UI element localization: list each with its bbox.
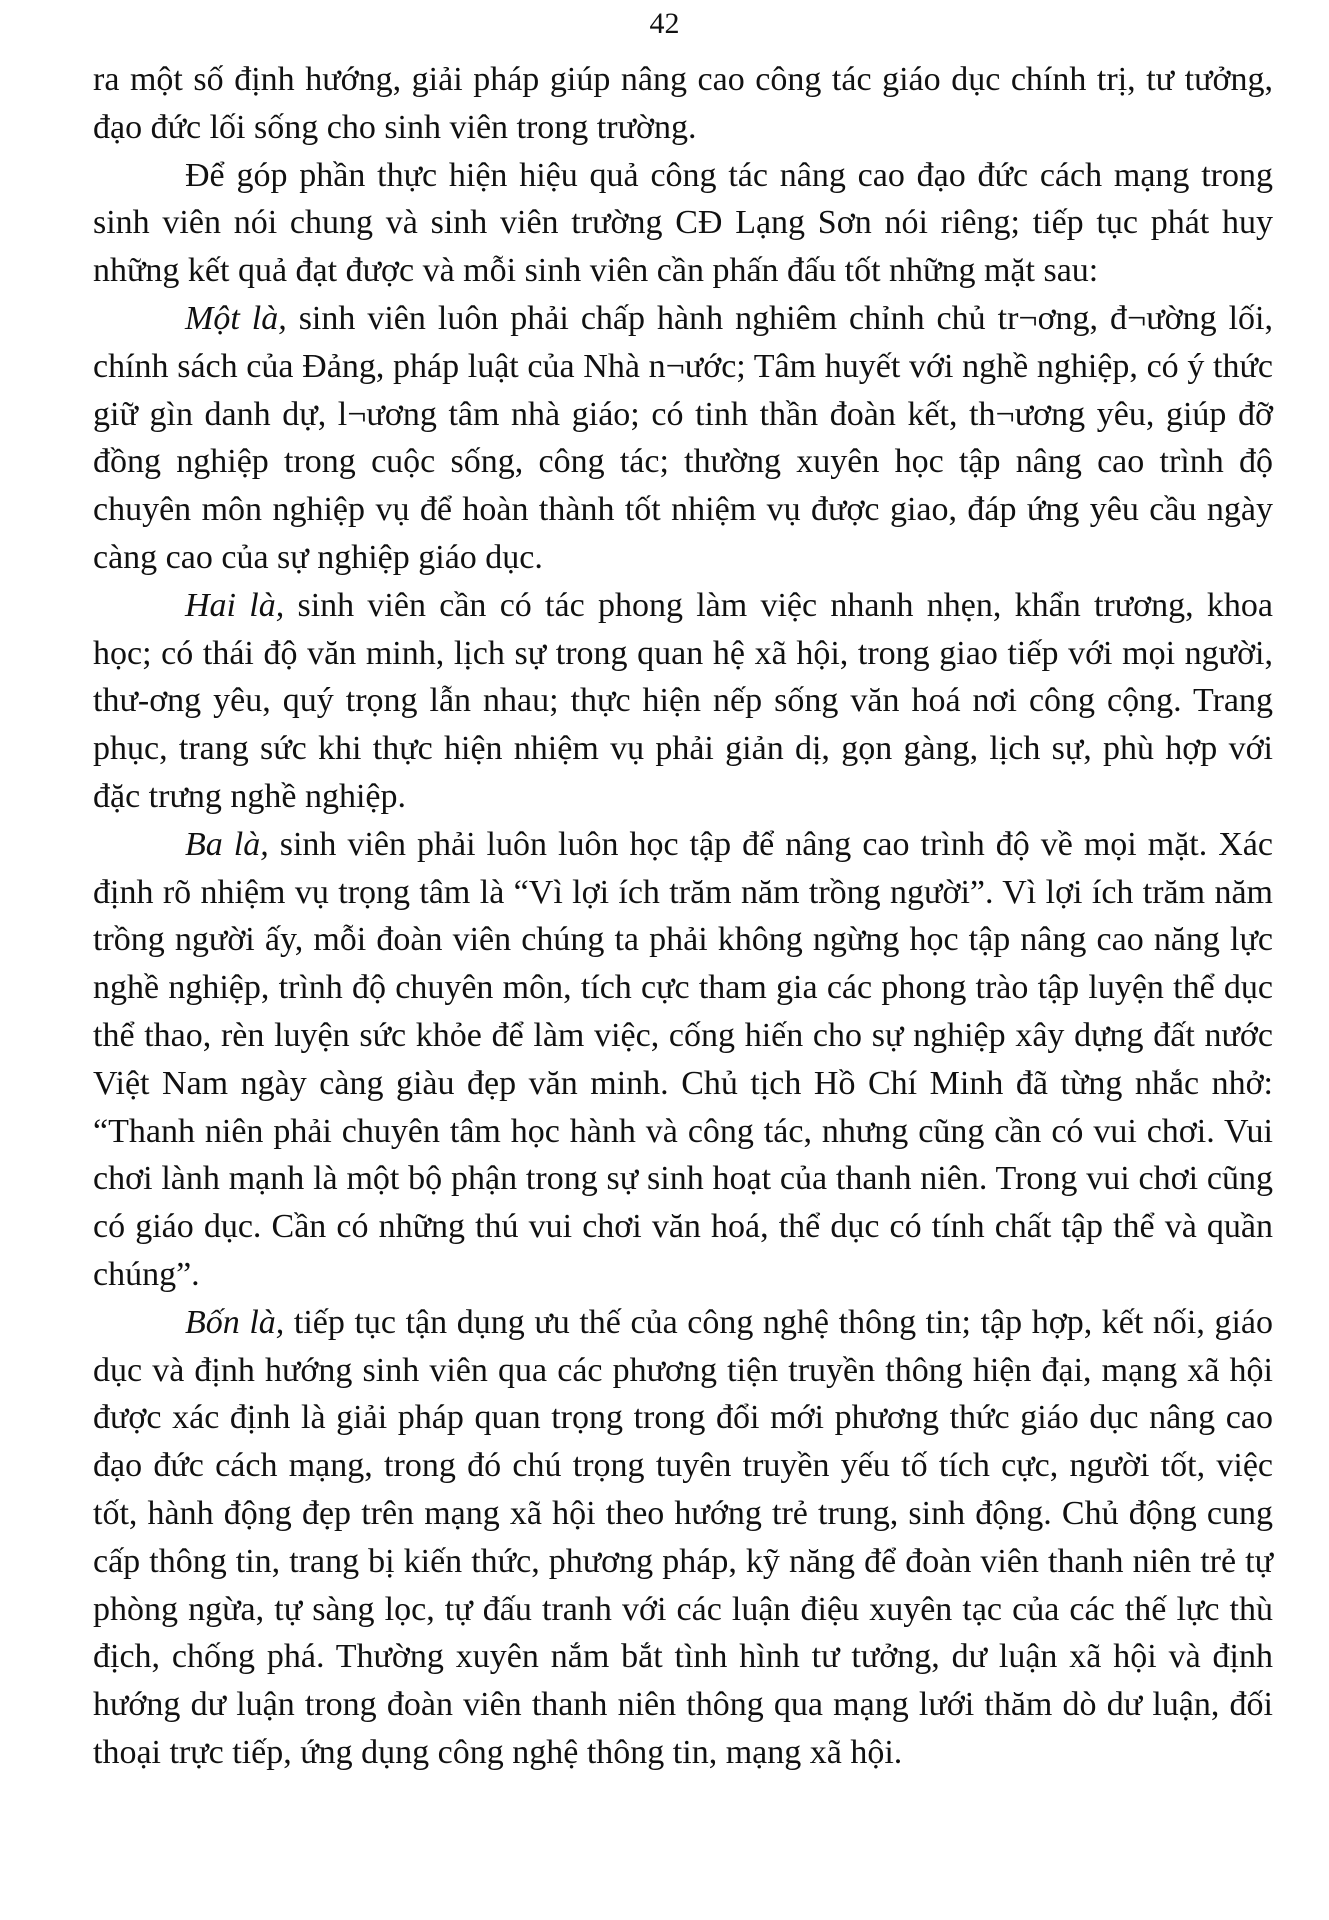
paragraph-text: ra một số định hướng, giải pháp giúp nâng cao công tác giáo dục chính trị, tư tưởng, đạo đức lối sống cho sinh viên trong trường. xyxy=(93,61,1273,146)
page-number: 42 xyxy=(649,7,680,40)
paragraph-text: Để góp phần thực hiện hiệu quả công tác nâng cao đạo đức cách mạng trong sinh viên nói chung và sinh viên trường CĐ Lạng Sơn nói riêng; tiếp tục phát huy những kết quả đạt được và mỗi sinh viên cần phấn đấu tốt những mặt sau: xyxy=(93,156,1273,290)
paragraph-lead: Ba là, xyxy=(185,825,269,863)
paragraph-point-two xyxy=(93,582,1273,821)
document-body xyxy=(93,56,1273,1777)
paragraph-text: sinh viên phải luôn luôn học tập để nâng cao trình độ về mọi mặt. Xác định rõ nhiệm vụ trọng tâm là “Vì lợi ích trăm năm trồng người”. Vì lợi ích trăm năm trồng người ấy, mỗi đoàn viên chúng ta phải không ngừng học tập nâng cao năng lực nghề nghiệp, trình độ chuyên môn, tích cực tham gia các phong trào tập luyện thể dục thể thao, rèn luyện sức khỏe để làm việc, cống hiến cho sự nghiệp xây dựng đất nước Việt Nam ngày càng giàu đẹp văn minh. Chủ tịch Hồ Chí Minh đã từng nhắc nhở: “Thanh niên phải chuyên tâm học hành và công tác, nhưng cũng cần có vui chơi. Vui chơi lành mạnh là một bộ phận trong sự sinh hoạt của thanh niên. Trong vui chơi cũng có giáo dục. Cần có những thú vui chơi văn hoá, thể dục có tính chất tập thể và quần chúng”. xyxy=(93,825,1273,1293)
paragraph-point-one xyxy=(93,295,1273,582)
paragraph-text: tiếp tục tận dụng ưu thế của công nghệ thông tin; tập hợp, kết nối, giáo dục và định hướng sinh viên qua các phương tiện truyền thông hiện đại, mạng xã hội được xác định là giải pháp quan trọng trong đổi mới phương thức giáo dục nâng cao đạo đức cách mạng, trong đó chú trọng tuyên truyền yếu tố tích cực, người tốt, việc tốt, hành động đẹp trên mạng xã hội theo hướng trẻ trung, sinh động. Chủ động cung cấp thông tin, trang bị kiến thức, phương pháp, kỹ năng để đoàn viên thanh niên trẻ tự phòng ngừa, tự sàng lọc, tự đấu tranh với các luận điệu xuyên tạc của các thế lực thù địch, chống phá. Thường xuyên nắm bắt tình hình tư tưởng, dư luận xã hội và định hướng dư luận trong đoàn viên thanh niên thông qua mạng lưới thăm dò dư luận, đối thoại trực tiếp, ứng dụng công nghệ thông tin, mạng xã hội. xyxy=(93,1303,1273,1771)
paragraph-intro xyxy=(93,56,1273,152)
paragraph-lead: Hai là, xyxy=(185,586,285,624)
paragraph-text: sinh viên luôn phải chấp hành nghiêm chỉnh chủ tr¬ơng, đ¬ường lối, chính sách của Đảng, pháp luật của Nhà n¬ước; Tâm huyết với nghề nghiệp, có ý thức giữ gìn danh dự, l¬ương tâm nhà giáo; có tinh thần đoàn kết, th¬ương yêu, giúp đỡ đồng nghiệp trong cuộc sống, công tác; thường xuyên học tập nâng cao trình độ chuyên môn nghiệp vụ để hoàn thành tốt nhiệm vụ được giao, đáp ứng yêu cầu ngày càng cao của sự nghiệp giáo dục. xyxy=(93,299,1273,576)
paragraph-point-three xyxy=(93,821,1273,1299)
paragraph-text: sinh viên cần có tác phong làm việc nhanh nhẹn, khẩn trương, khoa học; có thái độ văn minh, lịch sự trong quan hệ xã hội, trong giao tiếp với mọi người, thư-ơng yêu, quý trọng lẫn nhau; thực hiện nếp sống văn hoá nơi công cộng. Trang phục, trang sức khi thực hiện nhiệm vụ phải giản dị, gọn gàng, lịch sự, phù hợp với đặc trưng nghề nghiệp. xyxy=(93,586,1273,815)
paragraph-point-four xyxy=(93,1299,1273,1777)
paragraph-lead: Một là, xyxy=(185,299,287,337)
paragraph-purpose xyxy=(93,152,1273,295)
paragraph-lead: Bốn là, xyxy=(185,1303,285,1341)
